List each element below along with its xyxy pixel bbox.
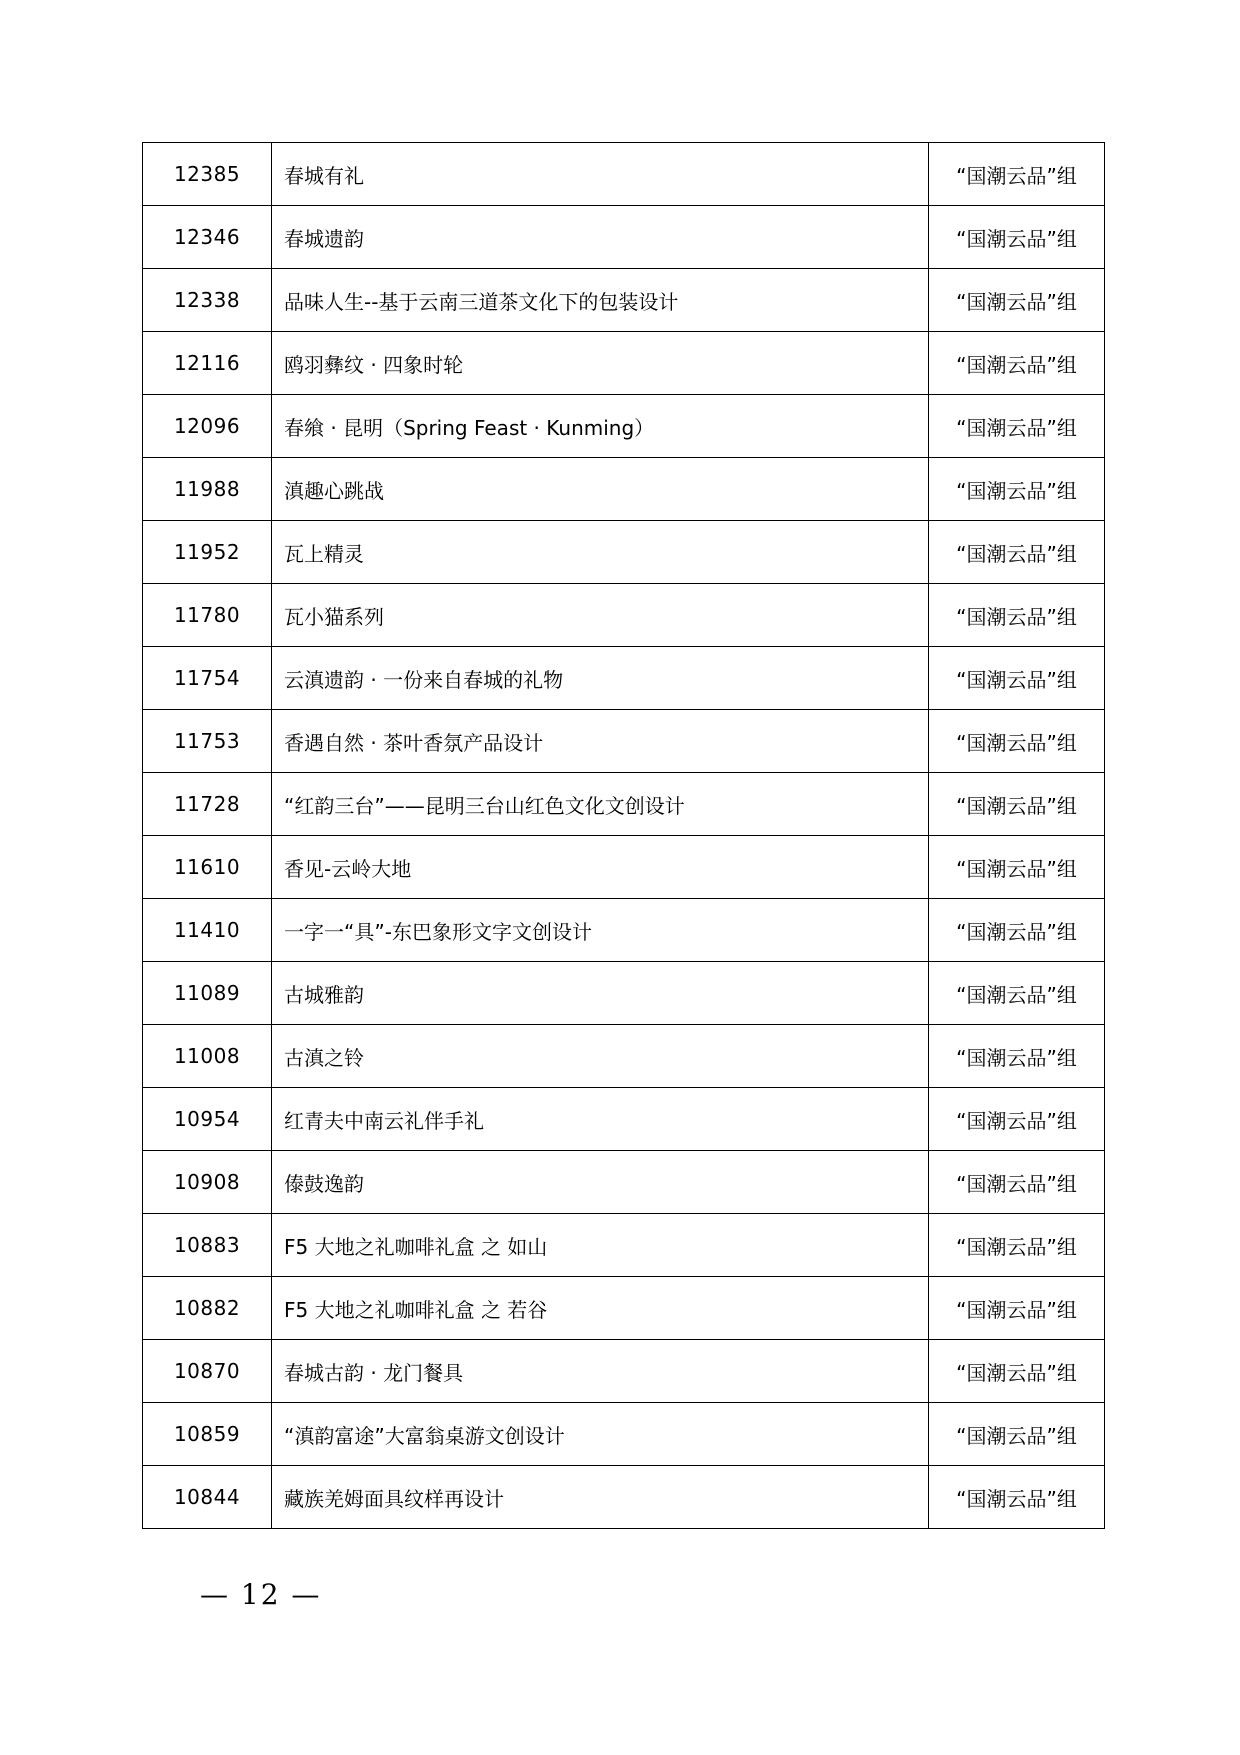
entry-id-cell: 10844 xyxy=(143,1466,272,1529)
table-row xyxy=(143,395,1105,458)
entry-group-cell: “国潮云品”组 xyxy=(929,1340,1105,1403)
entry-title-cell: 红青夫中南云礼伴手礼 xyxy=(272,1088,929,1151)
table-row xyxy=(143,1340,1105,1403)
entry-title-cell: 古滇之铃 xyxy=(272,1025,929,1088)
entry-id-cell: 10882 xyxy=(143,1277,272,1340)
entry-title-cell: F5 大地之礼咖啡礼盒 之 若谷 xyxy=(272,1277,929,1340)
table-row xyxy=(143,773,1105,836)
entry-id-cell: 11754 xyxy=(143,647,272,710)
entry-id-cell: 10908 xyxy=(143,1151,272,1214)
entry-id-cell: 12338 xyxy=(143,269,272,332)
entry-group-cell: “国潮云品”组 xyxy=(929,269,1105,332)
entry-title-cell: 瓦小猫系列 xyxy=(272,584,929,647)
entry-title-cell: 春城古韵 · 龙门餐具 xyxy=(272,1340,929,1403)
table-row xyxy=(143,1151,1105,1214)
table-row xyxy=(143,269,1105,332)
page-number: — 12 — xyxy=(200,1578,322,1611)
entry-group-cell: “国潮云品”组 xyxy=(929,521,1105,584)
entry-title-cell: 云滇遗韵 · 一份来自春城的礼物 xyxy=(272,647,929,710)
entry-group-cell: “国潮云品”组 xyxy=(929,899,1105,962)
entries-table xyxy=(142,142,1105,1529)
entry-id-cell: 11988 xyxy=(143,458,272,521)
entry-title-cell: 滇趣心跳战 xyxy=(272,458,929,521)
table-row xyxy=(143,332,1105,395)
entry-group-cell: “国潮云品”组 xyxy=(929,206,1105,269)
entry-title-cell: “红韵三台”——昆明三台山红色文化文创设计 xyxy=(272,773,929,836)
entry-title-cell: 香见-云岭大地 xyxy=(272,836,929,899)
entry-id-cell: 11952 xyxy=(143,521,272,584)
entry-title-cell: 藏族羌姆面具纹样再设计 xyxy=(272,1466,929,1529)
entry-title-cell: 瓦上精灵 xyxy=(272,521,929,584)
entry-id-cell: 12116 xyxy=(143,332,272,395)
entry-id-cell: 11410 xyxy=(143,899,272,962)
entry-title-cell: 一字一“具”-东巴象形文字文创设计 xyxy=(272,899,929,962)
table-row xyxy=(143,1088,1105,1151)
entry-group-cell: “国潮云品”组 xyxy=(929,647,1105,710)
entry-group-cell: “国潮云品”组 xyxy=(929,458,1105,521)
entry-id-cell: 10883 xyxy=(143,1214,272,1277)
entry-group-cell: “国潮云品”组 xyxy=(929,395,1105,458)
entry-group-cell: “国潮云品”组 xyxy=(929,584,1105,647)
table-row xyxy=(143,584,1105,647)
entry-group-cell: “国潮云品”组 xyxy=(929,1466,1105,1529)
entry-title-cell: 品味人生--基于云南三道茶文化下的包装设计 xyxy=(272,269,929,332)
entry-group-cell: “国潮云品”组 xyxy=(929,1088,1105,1151)
entry-id-cell: 12346 xyxy=(143,206,272,269)
entry-id-cell: 11753 xyxy=(143,710,272,773)
entry-group-cell: “国潮云品”组 xyxy=(929,332,1105,395)
entry-group-cell: “国潮云品”组 xyxy=(929,1403,1105,1466)
entry-id-cell: 11008 xyxy=(143,1025,272,1088)
table-row xyxy=(143,206,1105,269)
entries-table-body xyxy=(143,143,1105,1529)
entry-title-cell: 香遇自然 · 茶叶香氛产品设计 xyxy=(272,710,929,773)
table-row xyxy=(143,899,1105,962)
entry-group-cell: “国潮云品”组 xyxy=(929,1025,1105,1088)
table-row xyxy=(143,962,1105,1025)
table-row xyxy=(143,1214,1105,1277)
table-row xyxy=(143,521,1105,584)
entry-title-cell: 春飨 · 昆明（Spring Feast · Kunming） xyxy=(272,395,929,458)
entry-group-cell: “国潮云品”组 xyxy=(929,836,1105,899)
entry-id-cell: 11728 xyxy=(143,773,272,836)
entry-title-cell: F5 大地之礼咖啡礼盒 之 如山 xyxy=(272,1214,929,1277)
entry-title-cell: 春城有礼 xyxy=(272,143,929,206)
entry-title-cell: 鸥羽彝纹 · 四象时轮 xyxy=(272,332,929,395)
entry-group-cell: “国潮云品”组 xyxy=(929,710,1105,773)
entry-group-cell: “国潮云品”组 xyxy=(929,1214,1105,1277)
table-row xyxy=(143,143,1105,206)
entry-title-cell: “滇韵富途”大富翁桌游文创设计 xyxy=(272,1403,929,1466)
table-row xyxy=(143,1466,1105,1529)
entry-id-cell: 10870 xyxy=(143,1340,272,1403)
entry-group-cell: “国潮云品”组 xyxy=(929,773,1105,836)
entry-id-cell: 12385 xyxy=(143,143,272,206)
table-row xyxy=(143,458,1105,521)
entry-group-cell: “国潮云品”组 xyxy=(929,143,1105,206)
table-row xyxy=(143,647,1105,710)
entry-id-cell: 11610 xyxy=(143,836,272,899)
entry-id-cell: 10954 xyxy=(143,1088,272,1151)
table-row xyxy=(143,836,1105,899)
entry-group-cell: “国潮云品”组 xyxy=(929,962,1105,1025)
table-row xyxy=(143,1403,1105,1466)
entry-id-cell: 10859 xyxy=(143,1403,272,1466)
entry-group-cell: “国潮云品”组 xyxy=(929,1151,1105,1214)
entry-title-cell: 春城遗韵 xyxy=(272,206,929,269)
entry-title-cell: 古城雅韵 xyxy=(272,962,929,1025)
table-row xyxy=(143,710,1105,773)
entry-id-cell: 11089 xyxy=(143,962,272,1025)
entry-id-cell: 11780 xyxy=(143,584,272,647)
entry-title-cell: 傣鼓逸韵 xyxy=(272,1151,929,1214)
entry-id-cell: 12096 xyxy=(143,395,272,458)
entry-group-cell: “国潮云品”组 xyxy=(929,1277,1105,1340)
table-row xyxy=(143,1277,1105,1340)
table-row xyxy=(143,1025,1105,1088)
